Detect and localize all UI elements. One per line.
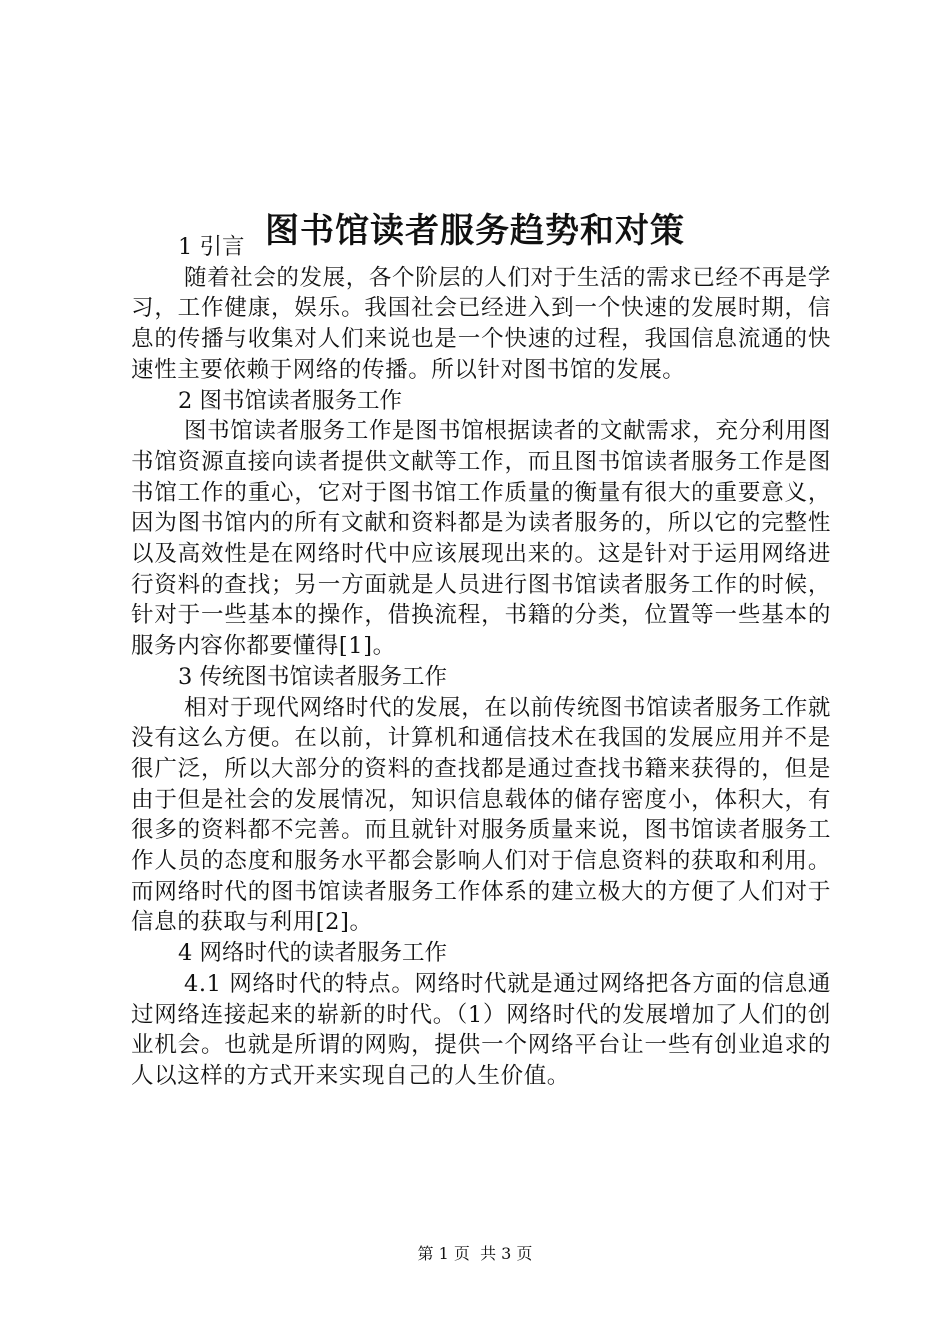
document-body <box>131 232 831 1092</box>
page-footer: 第 1 页 共 3 页 <box>417 1244 533 1263</box>
section-heading-4: 4 网络时代的读者服务工作 <box>178 940 447 967</box>
section-heading-3: 3 传统图书馆读者服务工作 <box>178 663 447 690</box>
section-heading-2: 2 图书馆读者服务工作 <box>178 387 402 414</box>
section-paragraph-2: 图书馆读者服务工作是图书馆根据读者的文献需求，充分利用图书馆资源直接向读者提供文献等工作，而且图书馆读者服务工作是图书馆工作的重心，它对于图书馆工作质量的衡量有很大的重要意义，因为图书馆内的所有文献和资料都是为读者服务的，所以它的完整性以及高效性是在网络时代中应该展现出来的。这是针对于运用网络进行资料的查找；另一方面就是人员进行图书馆读者服务工作的时候，针对于一些基本的操作，借换流程，书籍的分类，位置等一些基本的服务内容你都要懂得[1]。 <box>131 418 831 660</box>
document-title: 图书馆读者服务趋势和对策 <box>265 210 685 251</box>
section-paragraph-1: 随着社会的发展，各个阶层的人们对于生活的需求已经不再是学习，工作健康，娱乐。我国社会已经进入到一个快速的发展时期，信息的传播与收集对人们来说也是一个快速的过程，我国信息流通的快速性主要依赖于网络的传播。所以针对图书馆的发展。 <box>131 264 831 383</box>
section-paragraph-3: 相对于现代网络时代的发展，在以前传统图书馆读者服务工作就没有这么方便。在以前，计算机和通信技术在我国的发展应用并不是很广泛，所以大部分的资料的查找都是通过查找书籍来获得的，但是由于但是社会的发展情况，知识信息载体的储存密度小，体积大，有很多的资料都不完善。而且就针对服务质量来说，图书馆读者服务工作人员的态度和服务水平都会影响人们对于信息资料的获取和利用。而网络时代的图书馆读者服务工作体系的建立极大的方便了人们对于信息的获取与利用[2]。 <box>131 694 831 936</box>
section-paragraph-4: 4.1 网络时代的特点。网络时代就是通过网络把各方面的信息通过网络连接起来的崭新的时代。（1）网络时代的发展增加了人们的创业机会。也就是所谓的网购，提供一个网络平台让一些有创业追求的人以这样的方式开来实现自己的人生价值。 <box>131 970 831 1089</box>
section-heading-1: 1 引言 <box>178 234 245 260</box>
